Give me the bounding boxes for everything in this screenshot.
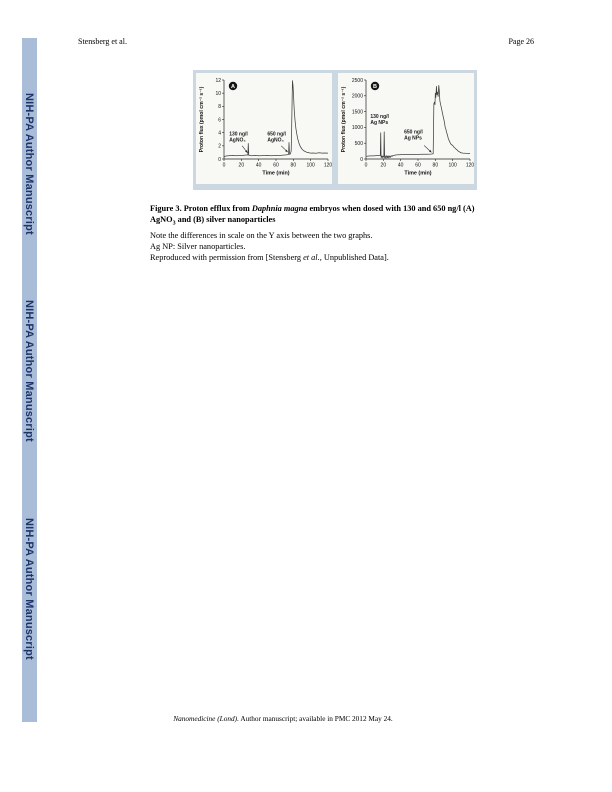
nihpa-watermark-text-1: NIH-PA Author Manuscript (23, 93, 35, 235)
figure-caption (150, 203, 522, 263)
page-header (78, 37, 534, 46)
y-tick-label: 8 (218, 104, 221, 111)
x-tick-label: 80 (432, 162, 439, 169)
caption-heading-text: Figure 3. Proton efflux from (150, 204, 252, 213)
y-tick-label: 10 (215, 90, 221, 97)
panel-badge-letter: B (373, 84, 377, 90)
caption-note-scale: Note the differences in scale on the Y axis between the two graphs. (150, 230, 373, 240)
caption-heading-line2 (150, 214, 522, 230)
caption-subscript: 3 (172, 220, 176, 227)
y-tick-label: 2500 (351, 77, 363, 84)
x-tick-label: 40 (397, 162, 404, 169)
chart-svg-A (196, 73, 332, 184)
y-tick-label: 1500 (351, 109, 363, 116)
caption-species-italic: Daphnia magna (251, 204, 308, 213)
annotation-text: 130 ng/l (370, 113, 389, 120)
chart-panel-a (196, 73, 332, 184)
footer-journal-italic: Nanomedicine (Lond). (173, 714, 239, 723)
page-footer (78, 714, 488, 723)
header-authors: Stensberg et al. (78, 37, 127, 46)
caption-heading-line1 (150, 203, 522, 214)
figure-image (193, 70, 477, 190)
annotation-text: 650 ng/l (267, 131, 286, 138)
series-line (224, 81, 328, 157)
x-tick-label: 0 (364, 162, 368, 169)
caption-credit (150, 252, 522, 263)
y-tick-label: 1000 (351, 125, 363, 132)
x-tick-label: 20 (380, 162, 387, 169)
x-tick-label: 20 (238, 162, 245, 169)
caption-heading-text2: embryos when dosed with 130 and 650 ng/l (A) (307, 204, 475, 213)
y-tick-label: 500 (354, 141, 363, 147)
annotation-text: 130 ng/l (229, 131, 248, 138)
x-tick-label: 60 (273, 162, 279, 169)
footer-availability-text: Author manuscript; available in PMC 2012 May 24. (238, 714, 393, 723)
y-tick-label: 0 (360, 156, 363, 163)
x-tick-label: 120 (323, 162, 332, 169)
annotation-text: Ag NPs (370, 119, 389, 126)
x-tick-label: 60 (415, 162, 421, 169)
nihpa-watermark-text-3: NIH-PA Author Manuscript (23, 518, 35, 660)
header-page-number: Page 26 (508, 37, 534, 46)
x-tick-label: 100 (306, 162, 315, 169)
x-axis-title: Time (min) (404, 170, 432, 177)
caption-agno-text: AgNO (150, 215, 173, 224)
y-tick-label: 12 (215, 77, 221, 84)
annotation-text: 650 ng/l (404, 129, 423, 136)
caption-etal-italic: et al. (303, 252, 320, 262)
x-axis-title: Time (min) (262, 170, 290, 177)
x-tick-label: 120 (465, 162, 474, 169)
y-axis-title: Proton flux (pmol cm⁻² s⁻¹) (199, 86, 205, 153)
y-tick-label: 2000 (351, 93, 363, 100)
annotation-text: AgNO₃ (267, 137, 284, 144)
nihpa-watermark-bar (22, 38, 37, 722)
caption-heading-text3: and (B) silver nanoparticles (175, 215, 276, 224)
x-tick-label: 100 (448, 162, 457, 169)
chart-panel-b (338, 73, 474, 184)
panel-badge-letter: A (231, 84, 235, 90)
y-tick-label: 4 (218, 130, 221, 137)
y-tick-label: 2 (218, 143, 221, 150)
caption-credit-text: Reproduced with permission from [Stensberg (150, 252, 304, 262)
x-tick-label: 40 (255, 162, 262, 169)
caption-note-abbrev: Ag NP: Silver nanoparticles. (150, 241, 246, 251)
annotation-text: Ag NPs (404, 135, 422, 142)
caption-credit-text2: , Unpublished Data]. (319, 252, 389, 262)
y-axis-title: Proton flux (pmol cm⁻² s⁻¹) (341, 86, 347, 153)
y-tick-label: 6 (218, 117, 221, 124)
chart-svg-B (338, 73, 474, 184)
nihpa-watermark-text-2: NIH-PA Author Manuscript (23, 300, 35, 442)
y-tick-label: 0 (218, 156, 221, 163)
annotation-text: AgNO₃ (229, 137, 246, 144)
x-tick-label: 80 (290, 162, 297, 169)
x-tick-label: 0 (222, 162, 226, 169)
